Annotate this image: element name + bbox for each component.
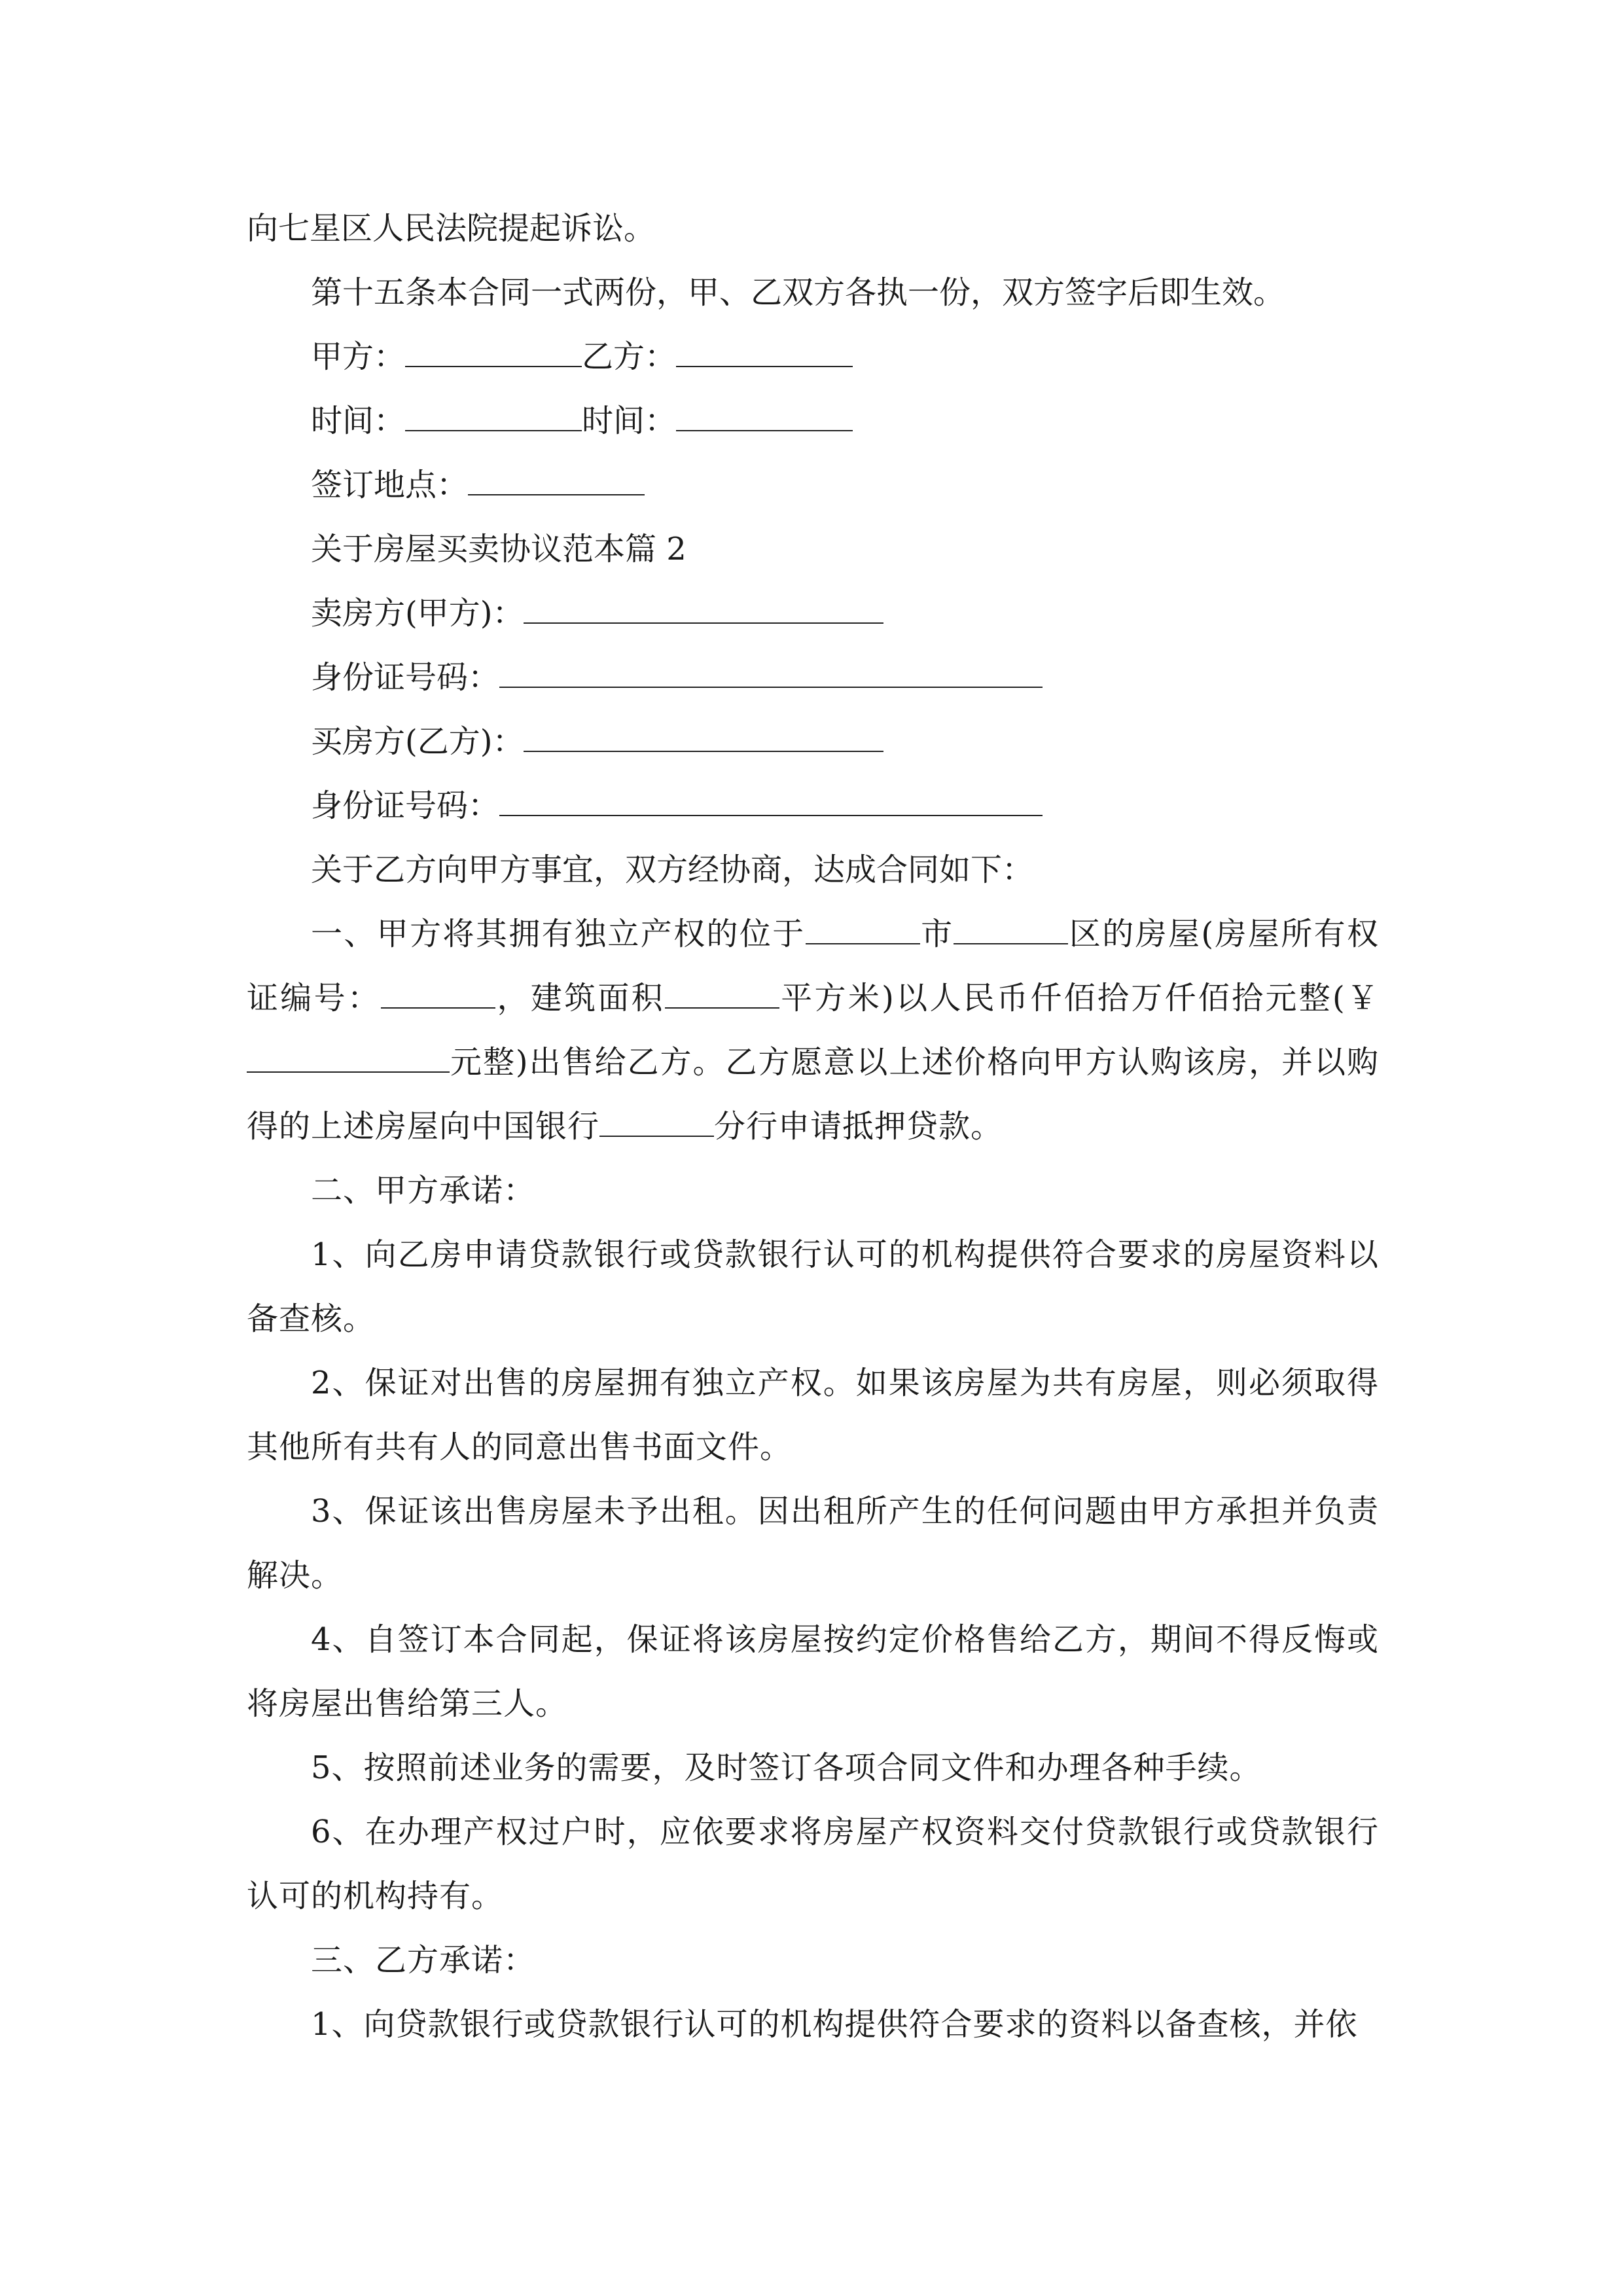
district-blank: [954, 941, 1068, 944]
section-title: 关于房屋买卖协议范本篇 2: [311, 531, 687, 567]
party-a-blank: [405, 363, 582, 367]
article-1-text: 市: [919, 916, 954, 952]
article-1-text: 区的房屋(房屋所有权证编号：: [247, 916, 1379, 1016]
promise-a-5: 5、按照前述业务的需要，及时签订各项合同文件和办理各种手续。: [311, 1749, 1262, 1786]
buyer-id-label: 身份证号码：: [311, 787, 500, 824]
promise-a-2: 2、保证对出售的房屋拥有独立产权。如果该房屋为共有房屋，则必须取得其他所有共有人的同意出售书面文件。: [247, 1365, 1379, 1465]
party-b-blank: [676, 363, 853, 367]
article-1: [247, 902, 1379, 1158]
intro-line: 关于乙方向甲方事宜，双方经协商，达成合同如下：: [311, 852, 1034, 888]
seller-blank: [524, 620, 883, 624]
amount-blank: [247, 1069, 450, 1073]
bank-branch-blank: [599, 1133, 714, 1137]
certificate-blank: [381, 1005, 495, 1009]
seller-id-blank: [499, 684, 1043, 688]
article-1-text: 分行申请抵押贷款。: [714, 1108, 1003, 1145]
promise-a-3: 3、保证该出售房屋未予出租。因出租所产生的任何问题由甲方承担并负责解决。: [247, 1493, 1379, 1594]
article-1-text: 元整)出售给乙方。乙方愿意以上述价格向甲方认购该房，并以购得的上述房屋向中国银行: [247, 1044, 1379, 1145]
promise-b-1: 1、向贷款银行或贷款银行认可的机构提供符合要求的资料以备查核，并依: [311, 2006, 1358, 2043]
buyer-label: 买房方(乙方)：: [311, 723, 524, 760]
signing-place-line: [247, 453, 1379, 517]
buyer-blank: [524, 748, 883, 752]
date-b-blank: [676, 427, 853, 431]
area-blank: [665, 1005, 779, 1009]
party-b-label: 乙方：: [582, 338, 677, 375]
signing-place-blank: [468, 492, 645, 495]
article-1-text: ，建筑面积: [495, 980, 665, 1016]
seller-label: 卖房方(甲方)：: [311, 595, 524, 632]
promise-a-1: 1、向乙房申请贷款银行或贷款银行认可的机构提供符合要求的房屋资料以备查核。: [247, 1236, 1379, 1337]
document-page: [247, 196, 1379, 2056]
buyer-id-line: [247, 774, 1379, 838]
party-a-label: 甲方：: [311, 338, 406, 375]
signature-party-line: [247, 325, 1379, 389]
signing-place-label: 签订地点：: [311, 467, 469, 503]
clause-15: 第十五条本合同一式两份，甲、乙双方各执一份，双方签字后即生效。: [311, 274, 1285, 311]
seller-id-line: [247, 645, 1379, 709]
heading-party-a-promises: 二、甲方承诺：: [311, 1172, 536, 1209]
article-1-text: 平方米)以人民币仟佰拾万仟佰拾元整(￥: [779, 980, 1379, 1016]
text-line: 向七星区人民法院提起诉讼。: [247, 210, 656, 247]
article-1-text: 一、甲方将其拥有独立产权的位于: [311, 916, 806, 952]
date-a-blank: [405, 427, 582, 431]
date-b-label: 时间：: [582, 403, 677, 439]
promise-a-6: 6、在办理产权过户时，应依要求将房屋产权资料交付贷款银行或贷款银行认可的机构持有。: [247, 1814, 1379, 1914]
date-a-label: 时间：: [311, 403, 406, 439]
buyer-line: [247, 709, 1379, 774]
promise-a-4: 4、自签订本合同起，保证将该房屋按约定价格售给乙方，期间不得反悔或将房屋出售给第三人。: [247, 1621, 1379, 1722]
city-blank: [806, 941, 920, 944]
seller-line: [247, 581, 1379, 645]
buyer-id-blank: [499, 812, 1043, 816]
seller-id-label: 身份证号码：: [311, 659, 500, 696]
heading-party-b-promises: 三、乙方承诺：: [311, 1942, 536, 1979]
signature-date-line: [247, 389, 1379, 453]
